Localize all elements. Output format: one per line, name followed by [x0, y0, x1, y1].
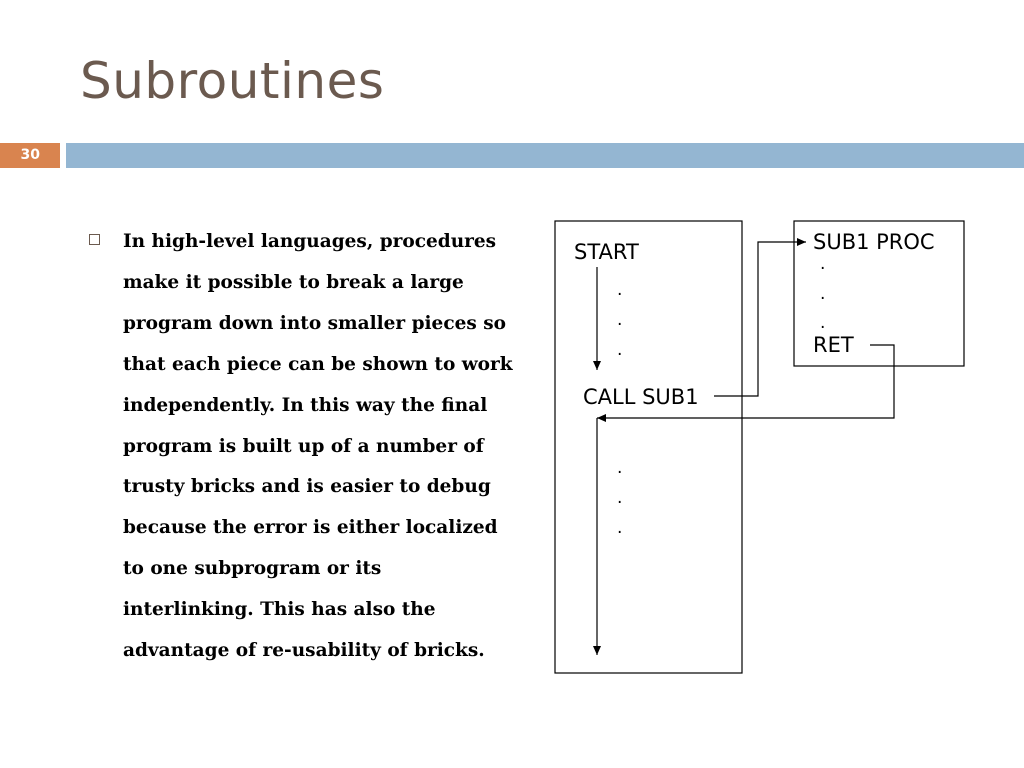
- start-label: START: [574, 240, 639, 264]
- main-dot: .: [617, 518, 623, 538]
- sub-dot: .: [820, 254, 826, 274]
- call-label: CALL SUB1: [583, 385, 699, 409]
- main-dot: .: [617, 488, 623, 508]
- sub-dot: .: [820, 284, 826, 304]
- slide-title: Subroutines: [80, 52, 385, 110]
- ret-label: RET: [813, 333, 854, 357]
- bullet-paragraph: In high-level languages, procedures make it possible to break a large program down into smaller pieces so that each piece can be shown to work independently. In this way the final program is built up of a number of trusty bricks and is easier to debug because the error is either localized to one subprogram or its interlinking. This has also the advantage of re-usability of bricks.: [123, 231, 513, 662]
- main-dot: .: [617, 310, 623, 330]
- sub-dot: .: [820, 313, 826, 333]
- slide-number: 30: [0, 143, 60, 168]
- main-dot: .: [617, 340, 623, 360]
- proc-label: SUB1 PROC: [813, 230, 935, 254]
- call-arrow: [714, 242, 806, 396]
- main-program-box: [555, 221, 742, 673]
- main-dot: .: [617, 458, 623, 478]
- main-dot: .: [617, 280, 623, 300]
